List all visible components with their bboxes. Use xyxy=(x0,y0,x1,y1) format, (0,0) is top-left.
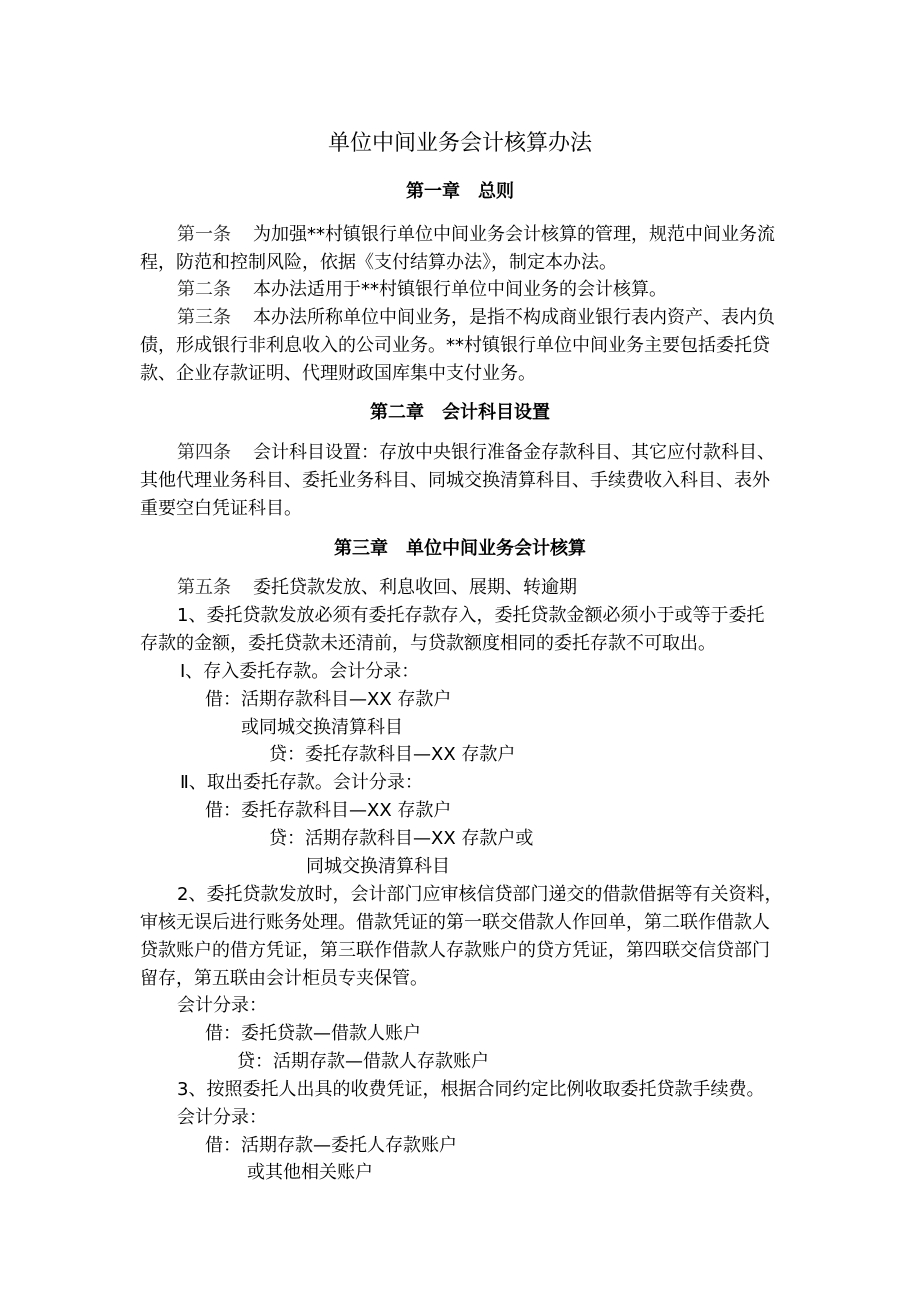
deposit-entry-debit: 借：活期存款科目—XX 存款户 xyxy=(205,689,452,710)
entry-3-debit-alt: 或其他相关账户 xyxy=(247,1162,373,1183)
withdraw-entry-debit: 借：委托存款科目—XX 存款户 xyxy=(205,800,452,821)
paragraph-1-line-1: 1、委托贷款发放必须有委托存款存入，委托贷款金额必须小于或等于委托 xyxy=(177,605,765,626)
article-4-label: 第四条 xyxy=(177,442,231,463)
deposit-entry-debit-alt: 或同城交换清算科目 xyxy=(241,717,403,738)
chapter-2-heading: 第二章 会计科目设置 xyxy=(370,402,550,423)
deposit-entry-credit: 贷：委托存款科目—XX 存款户 xyxy=(269,744,516,765)
article-1-line-2: 程，防范和控制风险，依据《支付结算办法》，制定本办法。 xyxy=(140,252,617,273)
paragraph-2-line-4: 留存，第五联由会计柜员专夹保管。 xyxy=(140,968,428,989)
paragraph-3-line-1: 3、按照委托人出具的收费凭证，根据合同约定比例收取委托贷款手续费。 xyxy=(177,1079,765,1100)
article-5-text: 委托贷款发放、利息收回、展期、转逾期 xyxy=(253,577,577,598)
article-3-line-2: 债，形成银行非利息收入的公司业务。**村镇银行单位中间业务主要包括委托贷 xyxy=(140,335,770,356)
article-2-line-1 xyxy=(177,276,667,304)
article-4-line-3: 重要空白凭证科目。 xyxy=(140,498,302,519)
article-5-line-1 xyxy=(177,574,577,602)
paragraph-1-line-2: 存款的金额，委托贷款未还清前，与贷款额度相同的委托存款不可取出。 xyxy=(140,633,716,654)
document-title: 单位中间业务会计核算办法 xyxy=(327,131,592,156)
entry-2-debit: 借：委托贷款—借款人账户 xyxy=(205,1023,421,1044)
article-1-label: 第一条 xyxy=(177,224,231,245)
article-3-line-3: 款、企业存款证明、代理财政国库集中支付业务。 xyxy=(140,363,536,384)
article-2-text: 本办法适用于**村镇银行单位中间业务的会计核算。 xyxy=(253,279,667,300)
chapter-3-heading: 第三章 单位中间业务会计核算 xyxy=(334,538,586,559)
entry-3-debit: 借：活期存款—委托人存款账户 xyxy=(205,1135,457,1156)
chapter-1-heading: 第一章 总则 xyxy=(406,181,514,202)
paragraph-2-line-3: 贷款账户的借方凭证，第三联作借款人存款账户的贷方凭证，第四联交信贷部门 xyxy=(140,940,770,961)
article-5-label: 第五条 xyxy=(177,577,231,598)
article-3-text: 本办法所称单位中间业务，是指不构成商业银行表内资产、表内负 xyxy=(253,307,775,328)
paragraph-2-line-2: 审核无误后进行账务处理。借款凭证的第一联交借款人作回单，第二联作借款人 xyxy=(140,912,770,933)
withdraw-entry-credit-alt: 同城交换清算科目 xyxy=(306,856,450,877)
article-4-text: 会计科目设置：存放中央银行准备金存款科目、其它应付款科目、 xyxy=(253,442,775,463)
article-2-label: 第二条 xyxy=(177,279,231,300)
article-1-line-1 xyxy=(177,221,783,249)
article-1-text: 为加强**村镇银行单位中间业务会计核算的管理，规范中间业务流 xyxy=(253,224,775,245)
entry-3-heading: 会计分录： xyxy=(177,1107,267,1128)
paragraph-2-line-1: 2、委托贷款发放时，会计部门应审核信贷部门递交的借款借据等有关资料， xyxy=(177,884,783,905)
withdraw-entry-credit: 贷：活期存款科目—XX 存款户或 xyxy=(269,828,534,849)
article-3-label: 第三条 xyxy=(177,307,231,328)
deposit-entry-heading: Ⅰ、存入委托存款。会计分录： xyxy=(180,661,420,682)
entry-2-heading: 会计分录： xyxy=(177,995,267,1016)
article-4-line-2: 其他代理业务科目、委托业务科目、同城交换清算科目、手续费收入科目、表外 xyxy=(140,470,770,491)
withdraw-entry-heading: Ⅱ、取出委托存款。会计分录： xyxy=(180,772,423,793)
article-3-line-1 xyxy=(177,304,775,332)
entry-2-credit: 贷：活期存款—借款人存款账户 xyxy=(237,1051,489,1072)
article-4-line-1 xyxy=(177,439,775,467)
